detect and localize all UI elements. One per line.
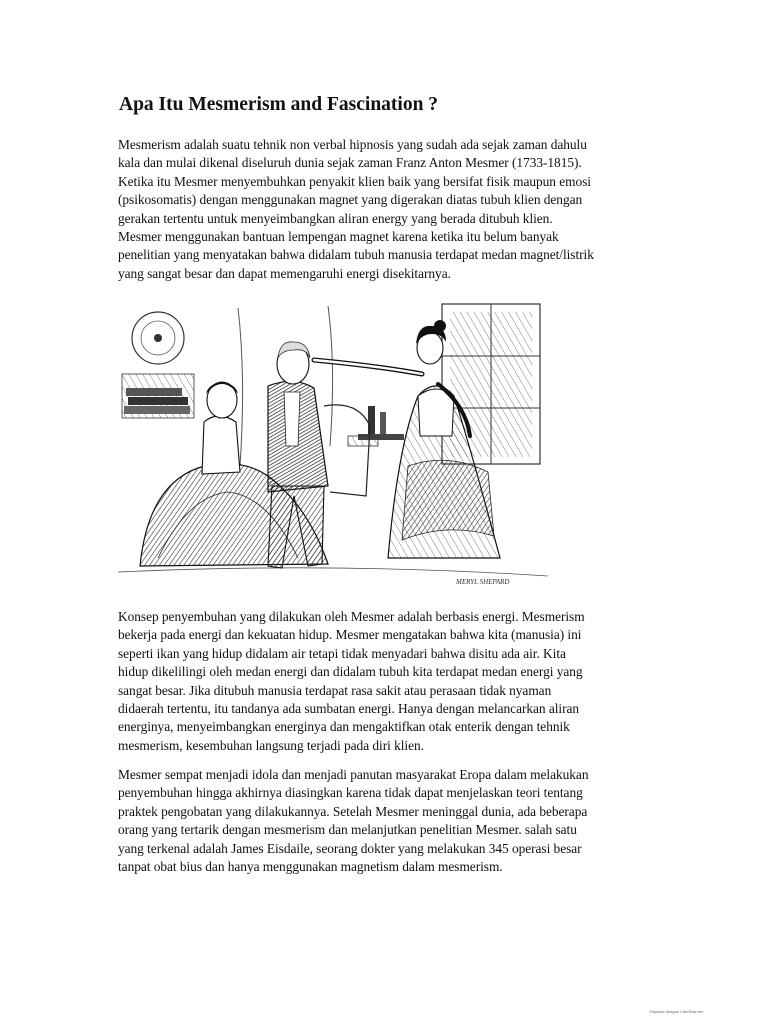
text-line: Mesmer menggunakan bantuan lempengan magnet karena ketika itu belum banyak — [118, 229, 559, 245]
text-line: bekerja pada energi dan kekuatan hidup. Mesmer mengatakan bahwa kita (manusia) ini — [118, 627, 582, 643]
text-line: sangat besar. Jika ditubuh manusia terdapat rasa sakit atau perasaan tidak nyaman — [118, 682, 552, 698]
paragraph-energy-concept — [118, 608, 663, 755]
mesmerism-engraving-illustration — [118, 296, 548, 592]
text-line: (psikosomatis) dengan menggunakan magnet yang digerakan diatas tubuh klien dengan — [118, 192, 583, 208]
text-line: tanpat obat bius dan hanya menggunakan magnetism dalam mesmerism. — [118, 859, 503, 875]
text-line: didaerah tertentu, itu tandanya ada sumbatan energi. Hanya dengan melancarkan aliran — [118, 701, 580, 717]
artist-signature: MERYL SHEPARD — [456, 578, 510, 586]
text-line: Mesmer sempat menjadi idola dan menjadi panutan masyarakat Eropa dalam melakukan — [118, 767, 589, 782]
text-line: hidup dikelilingi oleh medan energi dan didalam tubuh kita terdapat medan energi yang — [118, 664, 583, 680]
text-line: penyembuhan hingga akhirnya diasingkan karena tidak dapat menjelaskan teori tentang — [118, 785, 583, 801]
paragraph-history — [118, 766, 663, 876]
scanner-watermark: Dipindai dengan CamScanner — [650, 1009, 704, 1014]
text-line: mesmerism, kesembuhan langsung terjadi pada diri klien. — [118, 737, 424, 753]
text-line: gerakan tertentu untuk menyeimbangkan aliran energy yang berada ditubuh klien. — [118, 210, 553, 226]
text-line: penelitian yang menyatakan bahwa didalam tubuh manusia terdapat medan magnet/listrik — [118, 247, 594, 263]
text-line: Ketika itu Mesmer menyembuhkan penyakit klien baik yang bersifat fisik maupun emosi — [118, 173, 591, 189]
seated-gentleman-figure — [268, 342, 378, 568]
text-line: orang yang tertarik dengan mesmerism dan melanjutkan penelitian Mesmer. salah satu — [118, 822, 577, 838]
text-line: kala dan mulai dikenal diseluruh dunia sejak zaman Franz Anton Mesmer (1733-1815). — [118, 155, 582, 171]
text-line: energinya, menyeimbangkan energinya dan mengaktifkan otak enterik dengan tehnik — [118, 719, 570, 735]
text-line: seperti ikan yang hidup didalam air tetapi tidak menyadari bahwa disitu ada air. Kita — [118, 645, 566, 661]
text-line: praktek pengobatan yang dilakukannya. Setelah Mesmer meninggal dunia, ada beberapa — [118, 803, 588, 819]
text-line: yang terkenal adalah James Eisdaile, seorang dokter yang melakukan 345 operasi besar — [118, 840, 582, 856]
text-line: yang sangat besar dan dapat memengaruhi energi disekitarnya. — [118, 265, 451, 281]
text-line: Mesmerism adalah suatu tehnik non verbal hipnosis yang sudah ada sejak zaman dahulu — [118, 137, 587, 152]
page-title: Apa Itu Mesmerism and Fascination ? — [119, 94, 439, 115]
paragraph-intro — [118, 136, 663, 283]
text-line: Konsep penyembuhan yang dilakukan oleh Mesmer adalah berbasis energi. Mesmerism — [118, 609, 585, 624]
